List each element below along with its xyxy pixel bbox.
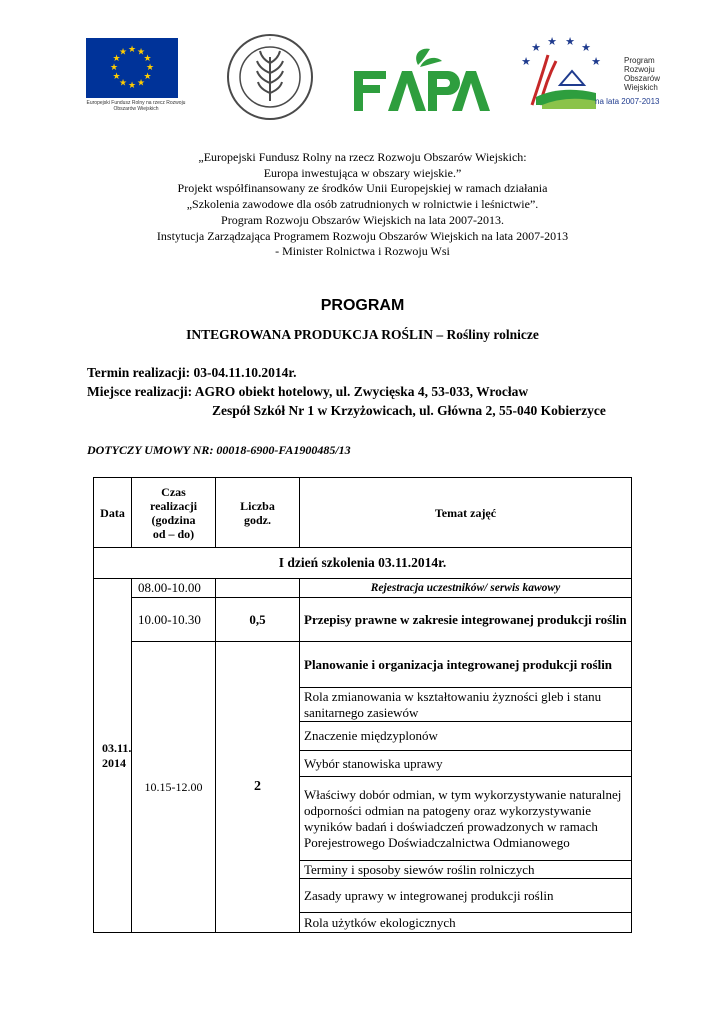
subtopic-cell: Terminy i sposoby siewów roślin rolniczych — [300, 861, 632, 879]
subtopic-cell: Rola zmianowania w kształtowaniu żyzności gleb i stanu sanitarnego zasiewów — [300, 688, 632, 722]
day-row — [94, 548, 632, 579]
prow-text — [624, 56, 660, 92]
svg-text:★: ★ — [127, 45, 137, 55]
ministry-seal-logo — [226, 33, 314, 121]
table-row — [94, 598, 632, 642]
subtopic-cell: Właściwy dobór odmian, w tym wykorzystywanie naturalnej odporności odmian na patogeny oraz wykorzystywanie wyników badań i doświadczeń prowadzonych w ramach Porejestrowego Doświadczalnictwa Odmianowego — [300, 777, 632, 861]
prow-line-3: Obszarów — [624, 74, 661, 83]
svg-text:★: ★ — [531, 41, 541, 54]
miejsce-realizacji: Miejsce realizacji: AGRO obiekt hotelowy, ul. Zwycięska 4, 53-033, Wrocław — [87, 384, 529, 399]
eu-caption: Europejski Fundusz Rolny na rzecz Rozwoju Obszarów Wiejskich — [86, 100, 186, 112]
svg-text:★: ★ — [591, 55, 601, 68]
eu-flag-logo — [86, 38, 178, 98]
prow-line-2: Rozwoju — [624, 65, 655, 74]
header-data: Data — [94, 478, 132, 548]
subtopic-cell: Zasady uprawy w integrowanej produkcji roślin — [300, 879, 632, 913]
date-cell: 03.11. 2014 — [94, 579, 132, 933]
table-row — [94, 579, 632, 598]
termin-realizacji: Termin realizacji: 03-04.11.10.2014r. — [87, 365, 297, 380]
svg-text:★: ★ — [143, 72, 152, 82]
intro-line: „Europejski Fundusz Rolny na rzecz Rozwoju Obszarów Wiejskich: — [198, 150, 527, 164]
svg-text:★: ★ — [565, 35, 575, 48]
program-subtitle: INTEGROWANA PRODUKCJA ROŚLIN – Rośliny rolnicze — [186, 327, 539, 342]
prow-years: na lata 2007-2013 — [595, 97, 660, 106]
day-label: I dzień szkolenia 03.11.2014r. — [94, 548, 632, 579]
subtopic-cell: Rola użytków ekologicznych — [300, 913, 632, 933]
svg-text:★: ★ — [118, 47, 128, 58]
time-cell: 10.00-10.30 — [132, 598, 216, 642]
svg-text:★: ★ — [145, 63, 155, 73]
subtopic-cell: Znaczenie międzyplonów — [300, 722, 632, 751]
hours-cell: 0,5 — [216, 598, 300, 642]
prow-line-1: Program — [624, 56, 655, 65]
table-header-row — [94, 478, 632, 548]
intro-line: Program Rozwoju Obszarów Wiejskich na lata 2007-2013. — [221, 212, 504, 227]
umowa-number: DOTYCZY UMOWY NR: 00018-6900-FA1900485/13 — [87, 443, 351, 457]
svg-text:★: ★ — [581, 41, 591, 54]
fapa-logo — [352, 45, 492, 113]
funding-statement — [90, 150, 635, 260]
hours-cell — [216, 579, 300, 598]
logo-bar — [0, 0, 725, 130]
intro-line: - Minister Rolnictwa i Rozwoju Wsi — [275, 244, 450, 259]
svg-text:★: ★ — [112, 54, 121, 64]
svg-text:★: ★ — [112, 72, 121, 82]
prow-logo — [512, 35, 608, 115]
intro-line: „Szkolenia zawodowe dla osób zatrudnionych w rolnictwie i leśnictwie”. — [186, 197, 539, 212]
svg-text:★: ★ — [521, 55, 531, 68]
topic-cell: Rejestracja uczestników/ serwis kawowy — [300, 579, 632, 598]
svg-text:★: ★ — [109, 63, 119, 73]
svg-text:★: ★ — [136, 47, 146, 58]
svg-text:★: ★ — [547, 35, 557, 48]
svg-text:★: ★ — [143, 54, 152, 64]
svg-text:★: ★ — [118, 78, 128, 89]
time-cell: 08.00-10.00 — [132, 579, 216, 598]
header-czas: Czas realizacji (godzina od – do) — [132, 478, 216, 548]
intro-line: Europa inwestująca w obszary wiejskie.” — [263, 165, 462, 180]
subtopic-cell: Wybór stanowiska uprawy — [300, 751, 632, 777]
intro-line: Projekt współfinansowany ze środków Unii Europejskiej w ramach działania — [177, 181, 548, 196]
hours-cell: 2 — [216, 642, 300, 933]
miejsce-realizacji-2: Zespół Szkół Nr 1 w Krzyżowicach, ul. Główna 2, 55-040 Kobierzyce — [212, 403, 606, 418]
header-temat: Temat zajęć — [300, 478, 632, 548]
topic-cell: Planowanie i organizacja integrowanej produkcji roślin — [300, 642, 632, 688]
intro-line: Instytucja Zarządzająca Programem Rozwoju Obszarów Wiejskich na lata 2007-2013 — [156, 228, 569, 243]
svg-text:★: ★ — [136, 78, 146, 89]
svg-text:★: ★ — [127, 81, 137, 91]
time-cell: 10.15-12.00 — [132, 642, 216, 933]
prow-line-4: Wiejskich — [624, 83, 658, 92]
program-title: PROGRAM — [320, 297, 405, 314]
table-row — [94, 642, 632, 688]
header-liczba: Liczba godz. — [216, 478, 300, 548]
topic-cell: Przepisy prawne w zakresie integrowanej produkcji roślin — [300, 598, 632, 642]
schedule-table — [93, 477, 632, 933]
